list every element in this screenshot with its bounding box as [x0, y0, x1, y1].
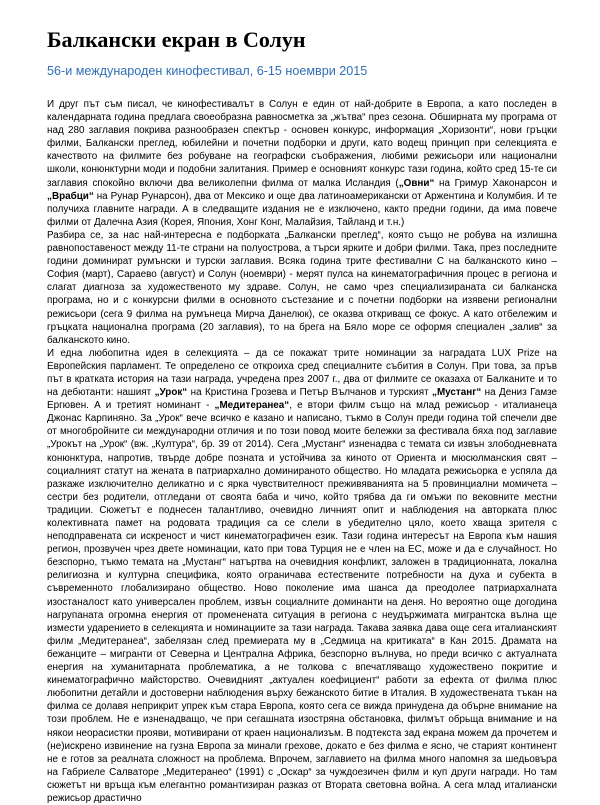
film-title-vrabci: „Врабци“ [47, 190, 94, 202]
article-body [47, 98, 557, 805]
article-title: Балкански екран в Солун [47, 27, 306, 52]
paragraph-intro: И друг път съм писал, че кинофестивалът в Солун е един от най-добрите в Европа, а като последен в календарната година предлага своеобразна равносметка за „жътва“ през сезона. Обширната му програма от над 280 заглавия покрива разнообразен спектър - основен конкурс, информация „Хоризонти“, нови гръцки филми, Балкански преглед, юбилейни и почетни подборки и други, като водещ принцип при селекцията е качеството на филмите без робуване на географски съображения, любими режисьори или национални школи, конюнктурни моди и подобни залитания. Пример е основният конкурс тази година, който сред 15-те си заглавия спокойно включи два великолепни филма от малка Исландия („Овни“ на Гримур Хаконарсон и „Врабци“ на Рунар Рунарсон), два от Мексико и още два латиноамерикански от Аржентина и Колумбия. И те получиха главните награди. А в следващите издания не е изключено, както предни години, да има повече филми от Далечна Азия (Корея, Япония, Хонг Конг, Малайзия, Тайланд и т.н.) [47, 99, 557, 228]
paragraph-lux-prize: И една любопитна идея в селекцията – да се покажат трите номинации за наградата LUX Prize на Европейския парламент. Те определено се откроиха сред специалните събития в Солун. При това, за пръв път в кратката история на тази награда, учредена през 2007 г., два от филмите се оказаха от Балканите и то на дебютанти: нашият „Урок“ на Кристина Грозева и Петър Вълчанов и турският „Мустанг“ на Дениз Гамзе Ергювен. А и третият номинант - „Медитеранеа“, е втори филм също на млад режисьор - италианеца Джонас Карпиняно. За „Урок“ вече всичко е казано и написано, тъкмо в Солун преди година той спечели две от многобройните си международни отличия и по този повод моите бележки за фестивала бяха под заглавие „Урокът на „Урок“ (вж. „Култура“, бр. 39 от 2014). Сега „Мустанг“ изненадва с темата си извън злободневната конюнктура, напротив, твърде добре позната и устойчива за киното от Ориента и мюсюлманския свят – социалният статут на жената в патриархално доминираното общество. Но младата режисьорка е успяла да разкаже изключително деликатно и с ярка чувствителност преживяванията на 5 провинциални момичета – сестри без родители, отгледани от своята баба и чичо, който трябва да ги омъжи по вековните местни традиции. Сюжетът е поднесен талантливо, очевидно личният опит и наблюдения на авторката плюс колективната памет на родовата традиция са се слели в убедително цяло, което хваща зрителя с неподправената си искреност и чист кинематографичен език. Тази година интересът на Европа към нашия регион, прозвучен чрез двете номинации, като при това Турция не е член на ЕС, може и да е случайност. Но безспорно, тъкмо темата на „Мустанг“ натъртва на очевидния конфликт, заложен в традиционната, локална религиозна и културна специфика, която ограничава естествените потребности на духа и субекта в съвременното глобализирано общество. Ново поколение има шанса да преодолее патриархалната изостаналост като универсален проблем, извън социалните доминанти на деня. Но вероятно още догодина нагрупаната огромна енергия от променената ситуация в региона с неудържимата мигрантска вълна ще измести ударението в селекцията и номинациите за тази награда. Такава заявка дава още сега италианският филм „Медитеранеа“, забелязан след премиерата му в „Седмица на критиката“ в Кан 2015. Драмата на бежанците – мигранти от Северна и Централна Африка, безспорно вълнува, но преди всичко с актуалната енергия на хуманитарната проблематика, а не толкова с впечатляващо художествено покритие и кинематографично майсторство. Очевидният „актуален коефициент“ работи за ефекта от филма плюс любопитни детайли и достоверни наблюдения върху бежанското битие в Италия. В художествената тъкан на филма се долавя неприкрит упрек към стара Европа, която сега се вижда принудена да обърне внимание на този проблем. Не е изненадващо, че при сегашната изостряна обстановка, филмът обрьща внимание и на някои неорасистки прояви, мотивирани от краен национализъм. В подтекста зад екрана можем да прочетем и (не)искрено извинение на гузна Европа за минали грехове, докато е без филма е ясно, че старият континент не е готов за реалната сложност на проблема. Впрочем, заглавието на филма много напомня за шедьовъра на Габриеле Салваторе „Медитеранео“ (1991) с „Оскар“ за чуждоезичен филм и куп други награди. Но там сюжетът ни връща към елегантно романтизиран разказ от Втората световна война. А сега млад италиански режисьор драстично [47, 347, 558, 804]
film-title-ovni: „Овни“ [398, 177, 435, 189]
film-title-mustang: „Мустанг“ [432, 387, 482, 399]
film-title-mediteranea: „Медитеранеа“ [214, 400, 290, 412]
article-subtitle: 56-и международен кинофестивал, 6-15 ноември 2015 [47, 64, 368, 78]
paragraph-balkan-review: Разбира се, за нас най-интересна е подборката „Балкански преглед“, която също не робува на излишна равнопоставеност между 11-те страни на полуострова, а търси ярките и добри филми. Така, през последните години доминират румънски и турски заглавия. Всяка година трите фестивални С на балканското кино – София (март), Сараево (август) и Солун (ноември) - мерят пулса на кинематографичния процес в региона и слагат диагноза за художественото му здраве. Солун, не само чрез специализираната си балканска програма, но и с конкурсни филми в основното състезание и с почетни подборки на изявени регионални режисьори (сега 9 филма на румънеца Мирча Данелюк), се оказва откриващ се фокус. А като отбележим и гръцката национална програма (20 заглавия), то на брега на Бяло море се оформя специален „залив“ за балканското кино. [47, 229, 557, 346]
film-title-urok: „Урок“ [154, 387, 188, 399]
